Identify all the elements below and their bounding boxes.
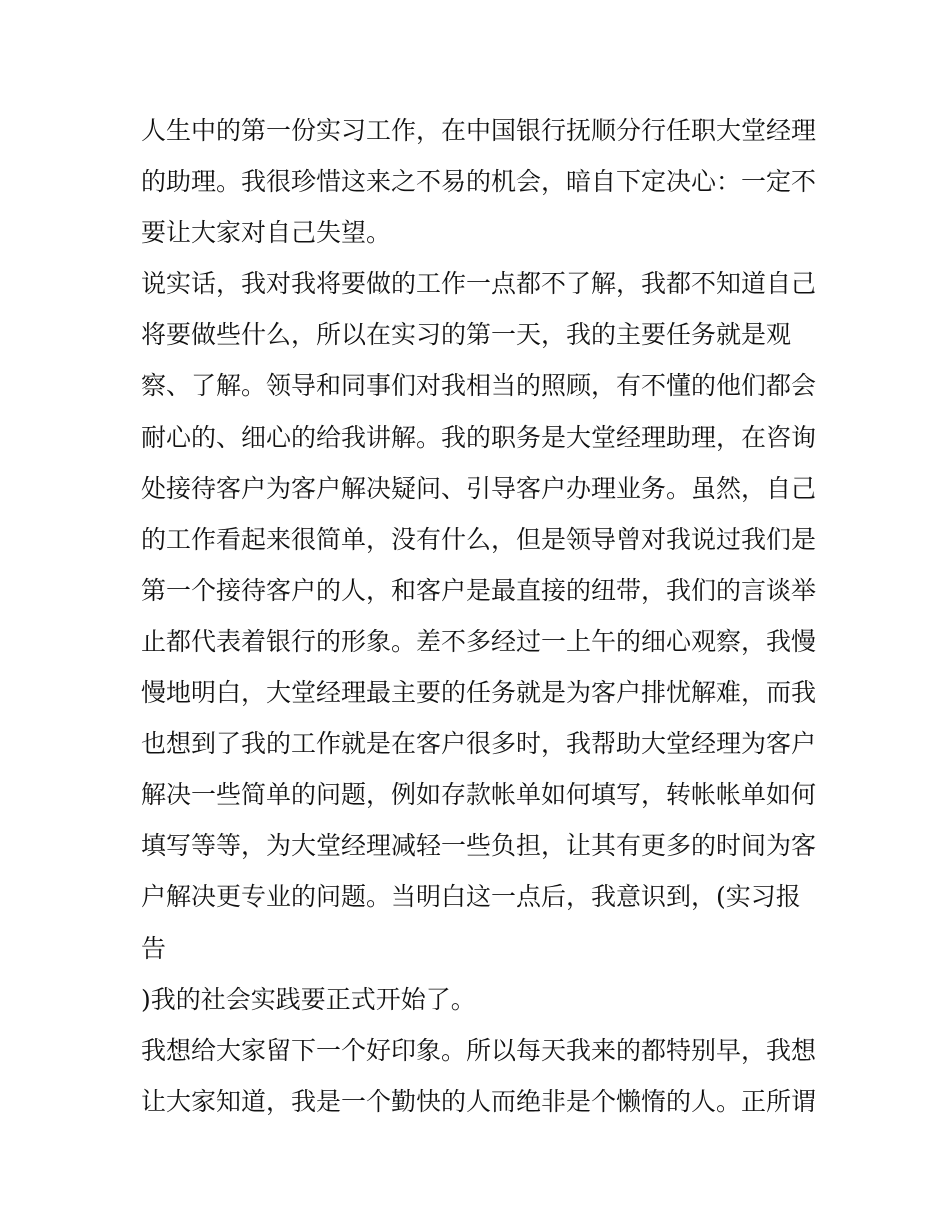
text-line: 户解决更专业的问题。当明白这一点后，我意识到，(实习报 [141, 882, 801, 912]
text-line: )我的社会实践要正式开始了。 [141, 984, 476, 1014]
text-line: 说实话，我对我将要做的工作一点都不了解，我都不知道自己 [141, 269, 817, 299]
text-line: 耐心的、细心的给我讲解。我的职务是大堂经理助理，在咨询 [141, 422, 817, 452]
text-line: 人生中的第一份实习工作，在中国银行抚顺分行任职大堂经理 [141, 116, 817, 145]
text-line: 让大家知道，我是一个勤快的人而绝非是个懒惰的人。正所谓 [141, 1086, 817, 1116]
text-line: 我想给大家留下一个好印象。所以每天我来的都特别早，我想 [141, 1035, 817, 1065]
text-line: 将要做些什么，所以在实习的第一天，我的主要任务就是观 [141, 320, 792, 350]
body-text [141, 105, 821, 1127]
text-line: 的助理。我很珍惜这来之不易的机会，暗自下定决心：一定不 [141, 167, 817, 197]
text-line: 的工作看起来很简单，没有什么，但是领导曾对我说过我们是 [141, 524, 817, 554]
text-line: 处接待客户为客户解决疑问、引导客户办理业务。虽然，自己 [141, 473, 817, 503]
text-line: 止都代表着银行的形象。差不多经过一上午的细心观察，我慢 [141, 626, 817, 656]
text-line: 第一个接待客户的人，和客户是最直接的纽带，我们的言谈举 [141, 575, 817, 605]
text-line: 也想到了我的工作就是在客户很多时，我帮助大堂经理为客户 [141, 729, 817, 759]
text-line: 要让大家对自己失望。 [141, 218, 392, 248]
text-line: 察、了解。领导和同事们对我相当的照顾，有不懂的他们都会 [141, 371, 817, 401]
text-line: 解决一些简单的问题，例如存款帐单如何填写，转帐帐单如何 [141, 780, 817, 810]
text-line: 填写等等，为大堂经理减轻一些负担，让其有更多的时间为客 [141, 831, 817, 861]
text-line: 告 [141, 933, 167, 963]
text-line: 慢地明白，大堂经理最主要的任务就是为客户排忧解难，而我 [141, 678, 817, 708]
